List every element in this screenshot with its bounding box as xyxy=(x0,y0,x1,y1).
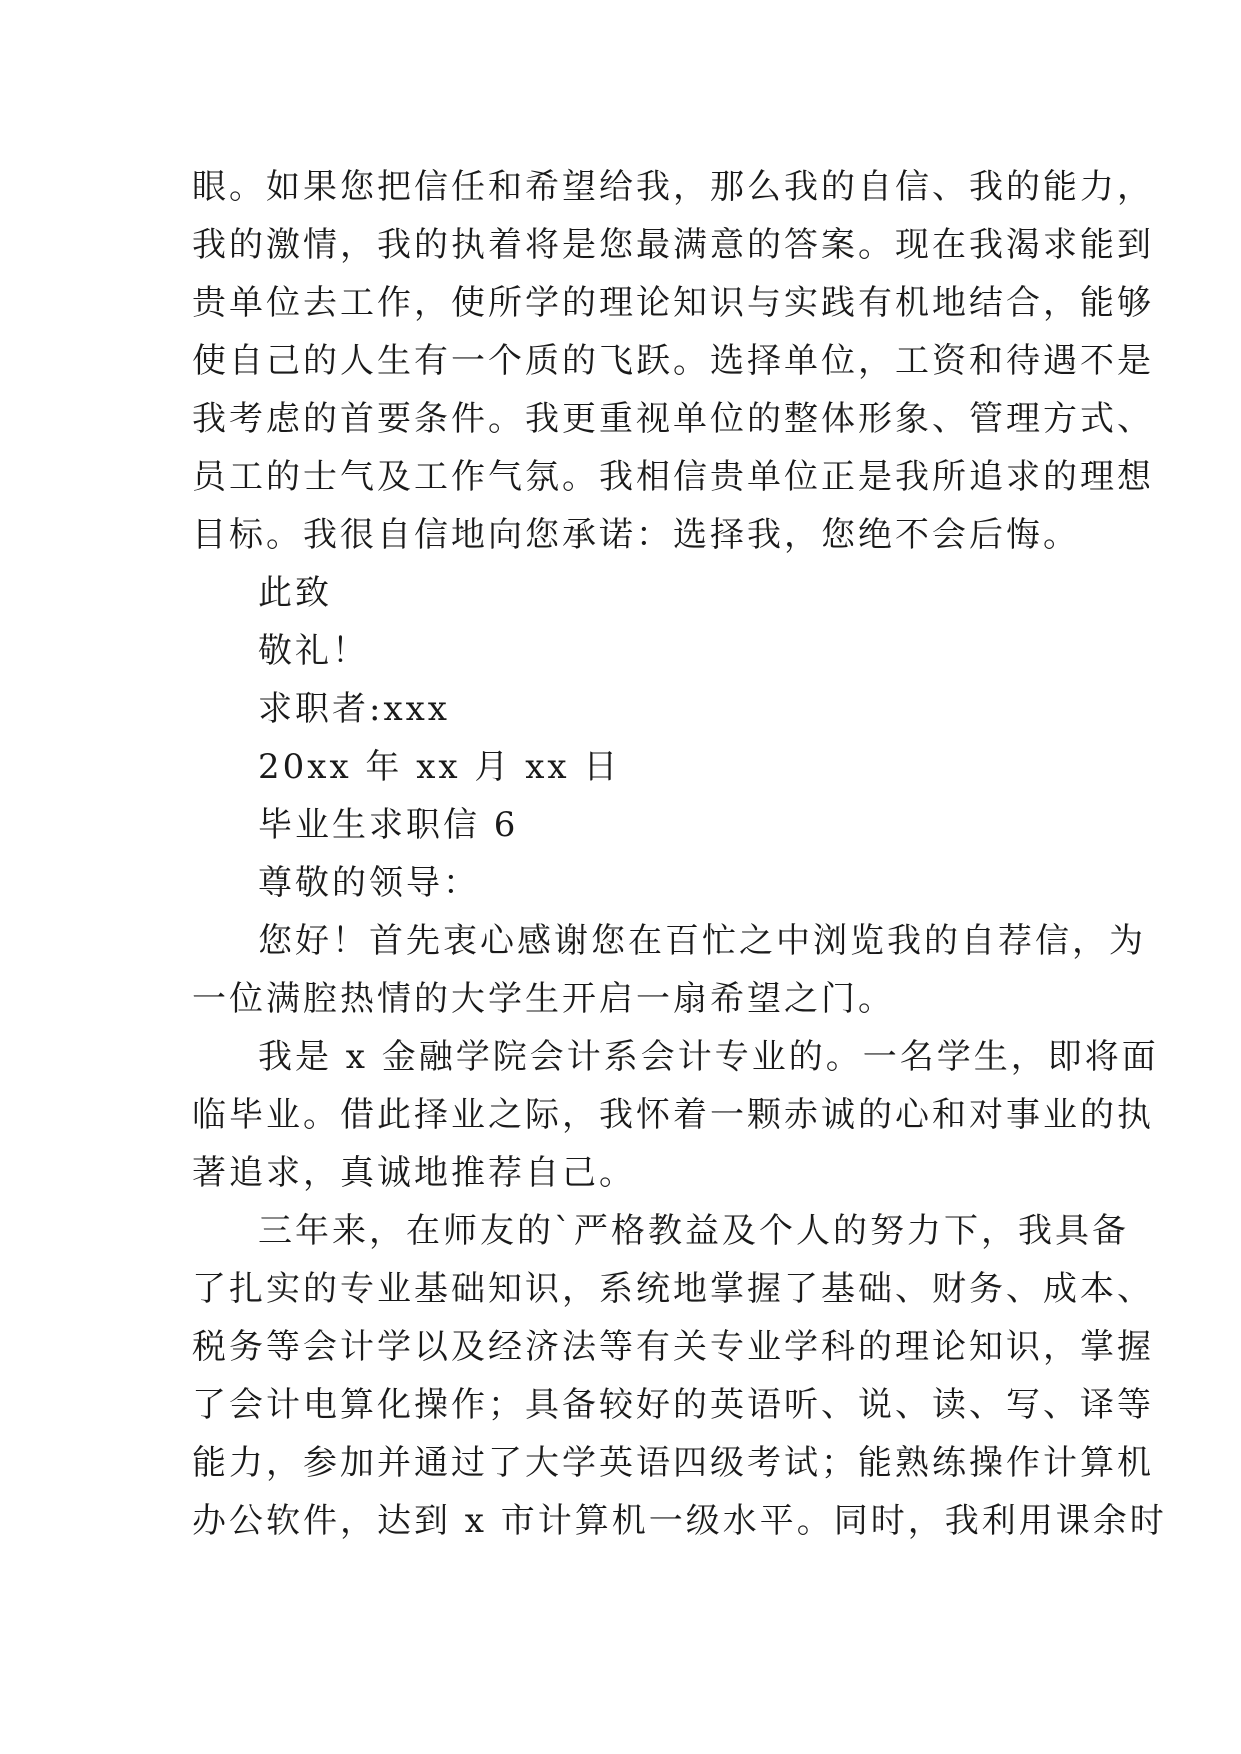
greeting: 尊敬的领导： xyxy=(258,863,480,903)
text-line: 目标。我很自信地向您承诺：选择我，您绝不会后悔。 xyxy=(192,515,1080,555)
text-line: 办公软件，达到 x 市计算机一级水平。同时，我利用课余时 xyxy=(192,1501,1167,1541)
text-line: 我考虑的首要条件。我更重视单位的整体形象、管理方式、 xyxy=(192,399,1154,439)
text-line: 临毕业。借此择业之际，我怀着一颗赤诚的心和对事业的执 xyxy=(192,1095,1154,1135)
text-line: 我是 x 金融学院会计系会计专业的。一名学生，即将面 xyxy=(258,1037,1159,1077)
closing-regards: 敬礼！ xyxy=(258,631,369,671)
text-line: 眼。如果您把信任和希望给我，那么我的自信、我的能力， xyxy=(192,167,1154,207)
text-line: 税务等会计学以及经济法等有关专业学科的理论知识，掌握 xyxy=(192,1327,1154,1367)
text-line: 您好！首先衷心感谢您在百忙之中浏览我的自荐信，为 xyxy=(258,921,1146,961)
text-line: 使自己的人生有一个质的飞跃。选择单位，工资和待遇不是 xyxy=(192,341,1154,381)
text-line: 贵单位去工作，使所学的理论知识与实践有机地结合，能够 xyxy=(192,283,1154,323)
signature-date: 20xx 年 xx 月 xx 日 xyxy=(258,747,621,787)
text-line: 了会计电算化操作；具备较好的英语听、说、读、写、译等 xyxy=(192,1385,1154,1425)
text-line: 著追求，真诚地推荐自己。 xyxy=(192,1153,636,1193)
text-line: 了扎实的专业基础知识，系统地掌握了基础、财务、成本、 xyxy=(192,1269,1154,1309)
text-line: 能力，参加并通过了大学英语四级考试；能熟练操作计算机 xyxy=(192,1443,1154,1483)
closing-salutation: 此致 xyxy=(258,573,332,613)
section-heading: 毕业生求职信 6 xyxy=(258,805,519,845)
text-line: 一位满腔热情的大学生开启一扇希望之门。 xyxy=(192,979,895,1019)
signature-applicant: 求职者:xxx xyxy=(258,689,450,729)
text-line: 员工的士气及工作气氛。我相信贵单位正是我所追求的理想 xyxy=(192,457,1154,497)
text-line: 我的激情，我的执着将是您最满意的答案。现在我渴求能到 xyxy=(192,225,1154,265)
text-line: 三年来，在师友的`严格教益及个人的努力下，我具备 xyxy=(258,1211,1129,1251)
letter-body xyxy=(192,158,1167,1550)
